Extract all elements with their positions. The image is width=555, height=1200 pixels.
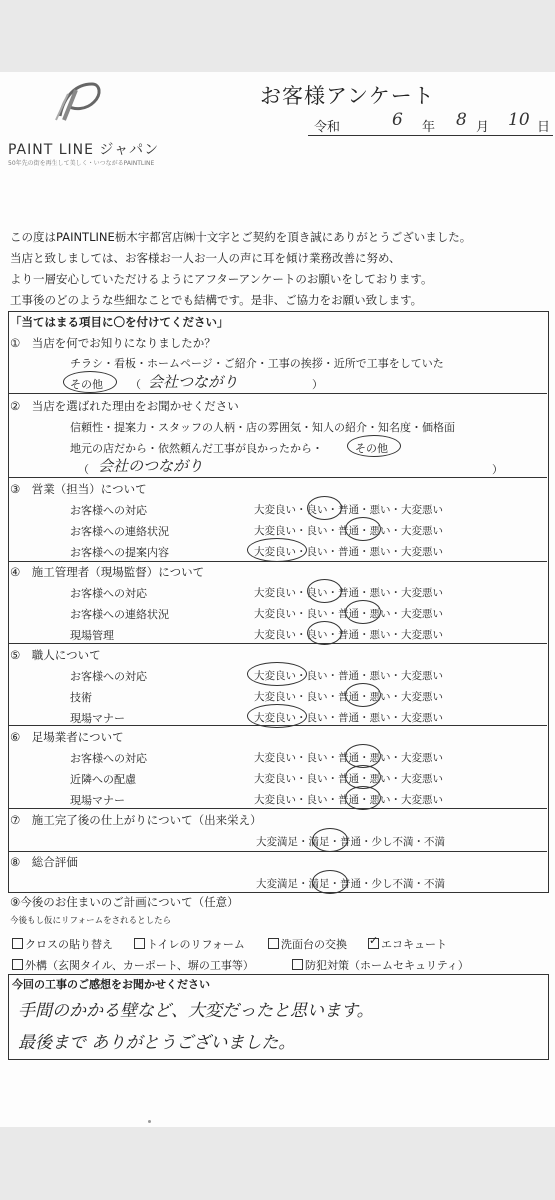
divider — [8, 477, 547, 478]
divider — [8, 808, 547, 809]
q3-item-3: お客様への提案内容 — [70, 546, 169, 559]
q4-item-1-scale: 大変良い・良い・普通・悪い・大変悪い — [254, 587, 443, 599]
date-day-unit: 日 — [537, 120, 551, 135]
q5-item-1-scale: 大変良い・良い・普通・悪い・大変悪い — [254, 670, 443, 682]
q4-title: ④ 施工管理者（現場監督）について — [10, 565, 205, 579]
q9-option-label: エコキュート — [381, 938, 447, 951]
q9-option-label: 防犯対策（ホームセキュリティ） — [305, 959, 469, 972]
intro-line-2: 当店と致しましては、お客様お一人お一人の声に耳を傾け業務改善に努め、 — [10, 251, 401, 265]
date-year: 6 — [392, 110, 403, 130]
q5-item-2: 技術 — [70, 691, 92, 704]
q2-title: ② 当店を選ばれた理由をお聞かせください — [10, 399, 239, 413]
q5-item-2-scale: 大変良い・良い・普通・悪い・大変悪い — [254, 691, 443, 703]
divider — [8, 851, 547, 852]
q1-answer: 会社つながり — [148, 373, 239, 391]
comments-line-2: 最後まで ありがとうございました。 — [18, 1033, 296, 1053]
comments-title: 今回の工事のご感想をお聞かせください — [12, 978, 210, 991]
q1-title: ① 当店を何でお知りになりましたか？ — [10, 336, 216, 350]
answer-circle — [307, 496, 342, 520]
q2-open-paren: （ — [78, 463, 89, 476]
instruction: 「当てはまる項目に〇を付けてください」 — [10, 315, 229, 329]
answer-circle — [345, 517, 381, 541]
q4-item-3-scale: 大変良い・良い・普通・悪い・大変悪い — [254, 629, 443, 641]
q6-item-1-scale: 大変良い・良い・普通・悪い・大変悪い — [254, 752, 443, 764]
q2-options-2: 地元の店だから・依然頼んだ工事が良かったから・ — [70, 442, 323, 455]
q3-item-1: お客様への対応 — [70, 504, 147, 517]
q1-other-circle — [63, 371, 117, 393]
date-era: 令和 — [314, 120, 341, 135]
answer-circle — [247, 538, 307, 562]
checkbox[interactable] — [12, 959, 23, 970]
q9-option-washbasin[interactable] — [268, 936, 347, 952]
q9-option-label: 外構（玄関タイル、カーポート、塀の工事等） — [25, 959, 254, 972]
q4-item-3: 現場管理 — [70, 629, 114, 642]
q6-item-3-scale: 大変良い・良い・普通・悪い・大変悪い — [254, 794, 443, 806]
answer-circle — [312, 870, 348, 894]
q9-title: ⑨今後のお住まいのご計画について（任意） — [10, 895, 239, 909]
q5-title: ⑤ 職人について — [10, 648, 101, 662]
divider — [8, 561, 547, 562]
comments-line-1: 手間のかかる壁など、大変だったと思います。 — [18, 1001, 374, 1021]
q9-option-cloth[interactable] — [12, 936, 113, 952]
q2-close-paren: ） — [492, 463, 503, 476]
q2-other: その他 — [355, 442, 388, 455]
q6-item-2-scale: 大変良い・良い・普通・悪い・大変悪い — [254, 773, 443, 785]
q1-other: その他 — [70, 378, 103, 391]
q1-close-paren: ） — [312, 378, 323, 391]
intro-line-4: 工事後のどのような些細なことでも結構です。是非、ご協力をお願い致します。 — [10, 293, 423, 307]
q2-options-1: 信頼性・提案力・スタッフの人柄・店の雰囲気・知人の紹介・知名度・価格面 — [70, 421, 455, 434]
q1-open-paren: （ — [130, 378, 141, 391]
answer-circle — [345, 786, 381, 810]
q9-option-exterior[interactable] — [12, 957, 254, 973]
answer-circle — [345, 683, 381, 707]
page-title: お客様アンケート — [260, 84, 435, 108]
q4-item-1: お客様への対応 — [70, 587, 147, 600]
q2-answer: 会社のつながり — [98, 457, 204, 475]
q9-note: 今後もし仮にリフォームをされるとしたら — [10, 916, 172, 926]
date-year-unit: 年 — [422, 120, 436, 135]
checkbox[interactable] — [12, 938, 23, 949]
q4-item-2: お客様への連絡状況 — [70, 608, 169, 621]
q6-item-2: 近隣への配慮 — [70, 773, 136, 786]
q6-item-1: お客様への対応 — [70, 752, 147, 765]
q6-title: ⑥ 足場業者について — [10, 730, 124, 744]
intro-line-3: より一層安心していただけるようにアフターアンケートのお願いをしております。 — [10, 272, 433, 286]
date-month-unit: 月 — [476, 120, 490, 135]
answer-circle — [345, 600, 381, 624]
q3-title: ③ 営業（担当）について — [10, 482, 147, 496]
paper-speck — [148, 1120, 151, 1123]
q9-option-security[interactable] — [292, 957, 469, 973]
checkbox[interactable] — [268, 938, 279, 949]
answer-circle — [307, 579, 342, 603]
q9-option-label: トイレのリフォーム — [147, 938, 245, 951]
logo-text: PAINT LINE ジャパン — [8, 142, 160, 158]
q3-item-2-scale: 大変良い・良い・普通・悪い・大変悪い — [254, 525, 443, 537]
q9-option-toilet[interactable] — [134, 936, 245, 952]
divider — [8, 725, 547, 726]
q3-item-3-scale: 大変良い・良い・普通・悪い・大変悪い — [254, 546, 443, 558]
q5-item-3-scale: 大変良い・良い・普通・悪い・大変悪い — [254, 712, 443, 724]
q5-item-1: お客様への対応 — [70, 670, 147, 683]
q9-option-ecocute[interactable] — [368, 936, 447, 952]
checked-checkbox-icon[interactable]: ✓ — [369, 934, 379, 947]
q6-item-3: 現場マナー — [70, 794, 125, 807]
q3-item-2: お客様への連絡状況 — [70, 525, 169, 538]
intro-line-1: この度はPAINTLINE栃木宇都宮店㈱十文字とご契約を頂き誠にありがとうございました。 — [10, 230, 472, 244]
q8-scale: 大変満足・満足・普通・少し不満・不満 — [256, 878, 445, 890]
checkbox[interactable] — [134, 938, 145, 949]
q1-options: チラシ・看板・ホームページ・ご紹介・工事の挨拶・近所で工事をしていた — [70, 357, 444, 370]
divider — [8, 643, 547, 644]
answer-circle — [307, 621, 342, 645]
answer-circle — [312, 828, 348, 852]
divider — [8, 393, 547, 394]
checkbox[interactable] — [292, 959, 303, 970]
q7-scale: 大変満足・満足・普通・少し不満・不満 — [256, 836, 445, 848]
q2-other-circle — [347, 435, 401, 457]
date-day: 10 — [508, 110, 530, 130]
date-underline — [308, 135, 553, 136]
q9-option-label: 洗面台の交換 — [281, 938, 347, 951]
q8-title: ⑧ 総合評価 — [10, 855, 78, 869]
logo-subtitle: 50年先の街を再生して美しく・いつながるPAINTLINE — [8, 160, 155, 167]
answer-circle — [247, 662, 307, 686]
q4-item-2-scale: 大変良い・良い・普通・悪い・大変悪い — [254, 608, 443, 620]
q3-item-1-scale: 大変良い・良い・普通・悪い・大変悪い — [254, 504, 443, 516]
paint-line-logo-icon — [42, 76, 104, 138]
q7-title: ⑦ 施工完了後の仕上がりについて（出来栄え） — [10, 813, 262, 827]
q9-option-label: クロスの貼り替え — [25, 938, 113, 951]
date-month: 8 — [456, 110, 467, 130]
q5-item-3: 現場マナー — [70, 712, 125, 725]
